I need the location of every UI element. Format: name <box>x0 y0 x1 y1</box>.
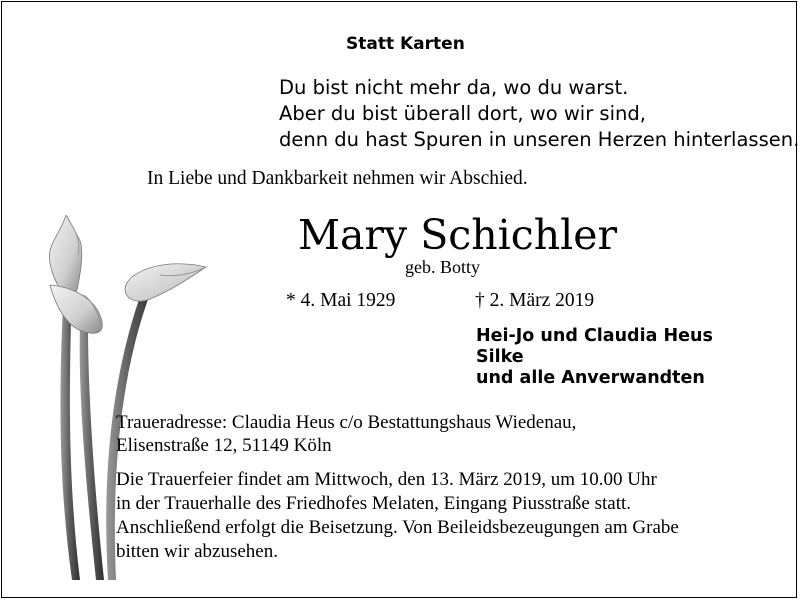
poem-line: denn du hast Spuren in unseren Herzen hinterlassen. <box>279 128 800 151</box>
death-date: † 2. März 2019 <box>475 290 595 311</box>
service-line: in der Trauerhalle des Friedhofes Melaten, Eingang Piusstraße statt. <box>116 493 632 514</box>
poem <box>279 75 799 153</box>
intro-text: In Liebe und Dankbarkeit nehmen wir Abschied. <box>147 168 528 189</box>
service-line: bitten wir abzusehen. <box>116 541 278 562</box>
service-line: Anschließend erfolgt die Beisetzung. Von Beileidsbezeugungen am Grabe <box>116 517 679 538</box>
header-statt-karten: Statt Karten <box>346 34 465 54</box>
poem-line: Du bist nicht mehr da, wo du warst. <box>279 76 629 99</box>
mourning-address <box>116 411 576 457</box>
maiden-name: geb. Botty <box>405 257 480 277</box>
mourner: Silke <box>476 347 524 367</box>
funeral-service-info <box>116 468 756 564</box>
address-line: Traueradresse: Claudia Heus c/o Bestattungshaus Wiedenau, <box>116 412 577 433</box>
deceased-name: Mary Schichler <box>298 211 618 259</box>
mourner: und alle Anverwandten <box>476 368 705 388</box>
poem-line: Aber du bist überall dort, wo wir sind, <box>279 102 646 125</box>
service-line: Die Trauerfeier findet am Mittwoch, den 13. März 2019, um 10.00 Uhr <box>116 469 657 490</box>
mourner: Hei-Jo und Claudia Heus <box>476 326 713 346</box>
mourners-list <box>476 326 713 389</box>
birth-date: * 4. Mai 1929 <box>286 290 396 311</box>
address-line: Elisenstraße 12, 51149 Köln <box>116 435 332 456</box>
